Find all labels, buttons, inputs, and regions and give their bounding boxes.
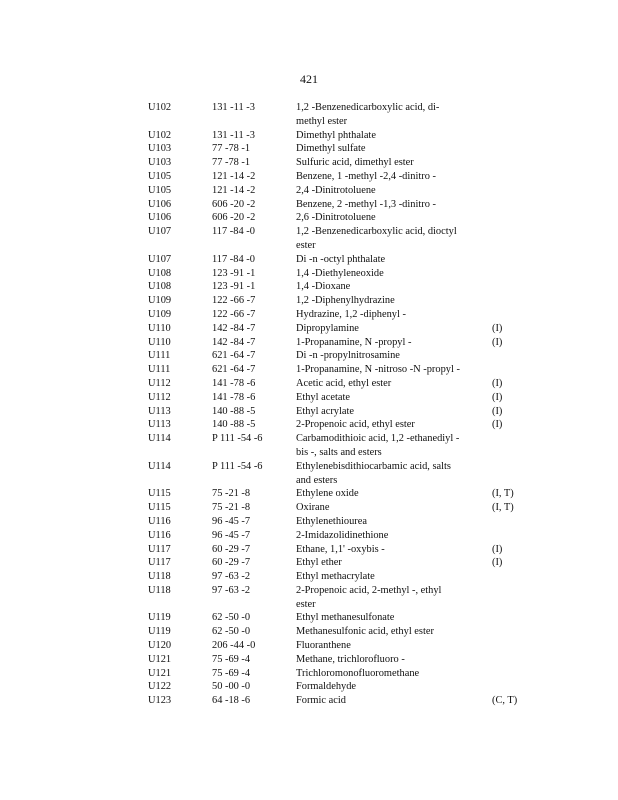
substance-name: Sulfuric acid, dimethyl ester — [296, 157, 414, 169]
table-row — [148, 432, 528, 460]
substance-name: Ethylenebisdithiocarbamic acid, salts and esters — [296, 460, 451, 486]
table-row — [148, 198, 528, 212]
hazard-code: (I) — [492, 377, 503, 389]
hazard-code — [492, 308, 528, 322]
hazard-code — [492, 294, 528, 308]
hazard-code — [492, 198, 528, 212]
table-row — [148, 308, 528, 322]
hazard-code: (I) — [492, 405, 503, 417]
table-row — [148, 543, 528, 557]
hazardous-waste-table — [148, 101, 528, 708]
table-row — [148, 653, 528, 667]
table-row — [148, 418, 528, 432]
table-row — [148, 639, 528, 653]
substance-name: Oxirane — [296, 502, 330, 514]
cas-number: 75 -69 -4 — [212, 667, 251, 679]
hazard-code — [492, 570, 528, 584]
waste-code: U108 — [148, 267, 172, 279]
substance-name: Carbamodithioic acid, 1,2 -ethanediyl - bis -, salts and esters — [296, 433, 460, 458]
hazard-code: (I) — [492, 322, 503, 334]
hazard-code — [492, 639, 528, 653]
substance-name: Ethyl methanesulfonate — [296, 612, 395, 624]
table-row — [148, 225, 528, 253]
waste-code: U109 — [148, 308, 172, 320]
table-row — [148, 377, 528, 391]
cas-number: 96 -45 -7 — [212, 515, 251, 527]
cas-number: 60 -29 -7 — [212, 557, 251, 569]
hazard-code — [492, 170, 528, 184]
waste-code: U110 — [148, 322, 171, 334]
waste-code: U119 — [148, 612, 171, 624]
waste-code: U115 — [148, 488, 171, 500]
table-row — [148, 584, 528, 612]
cas-number: 141 -78 -6 — [212, 391, 256, 403]
table-row — [148, 680, 528, 694]
cas-number: 64 -18 -6 — [212, 695, 251, 707]
waste-code: U112 — [148, 377, 171, 389]
cas-number: 62 -50 -0 — [212, 626, 251, 638]
table-row — [148, 101, 528, 129]
cas-number: 121 -14 -2 — [212, 184, 256, 196]
hazard-code — [492, 280, 528, 294]
table-row — [148, 363, 528, 377]
substance-name: Di -n -octyl phthalate — [296, 253, 386, 265]
hazard-code: (I) — [492, 557, 503, 569]
waste-code: U103 — [148, 143, 172, 155]
hazard-code: (I) — [492, 419, 503, 431]
substance-name: Ethylene oxide — [296, 488, 359, 500]
waste-code: U114 — [148, 460, 171, 472]
table-row — [148, 129, 528, 143]
substance-name: Methanesulfonic acid, ethyl ester — [296, 626, 434, 638]
cas-number: 121 -14 -2 — [212, 170, 256, 182]
cas-number: 62 -50 -0 — [212, 612, 251, 624]
cas-number: 142 -84 -7 — [212, 336, 256, 348]
hazard-code — [492, 515, 528, 529]
waste-code: U107 — [148, 226, 172, 238]
waste-code: U115 — [148, 502, 171, 514]
substance-name: Fluoranthene — [296, 640, 351, 652]
cas-number: 117 -84 -0 — [212, 226, 255, 238]
hazard-code — [492, 667, 528, 681]
hazard-code — [492, 363, 528, 377]
substance-name: Ethyl acrylate — [296, 405, 354, 417]
waste-code: U106 — [148, 212, 172, 224]
table-row — [148, 280, 528, 294]
table-row — [148, 529, 528, 543]
hazard-code — [492, 156, 528, 170]
substance-name: 1,2 -Benzenedicarboxylic acid, di- methyl ester — [296, 102, 440, 127]
hazard-code: (I) — [492, 391, 503, 403]
substance-name: 2-Imidazolidinethione — [296, 529, 389, 541]
waste-code: U117 — [148, 543, 171, 555]
waste-code: U121 — [148, 667, 172, 679]
hazard-code — [492, 129, 528, 143]
substance-name: 1,2 -Diphenylhydrazine — [296, 295, 395, 307]
substance-name: 1,2 -Benzenedicarboxylic acid, dioctyl ester — [296, 226, 457, 251]
hazard-code — [492, 225, 528, 253]
waste-code: U105 — [148, 184, 172, 196]
waste-code: U114 — [148, 433, 171, 445]
waste-code: U116 — [148, 515, 171, 527]
waste-code: U112 — [148, 391, 171, 403]
substance-name: 2-Propenoic acid, 2-methyl -, ethyl ester — [296, 584, 442, 610]
hazard-code — [492, 460, 528, 488]
table-row — [148, 487, 528, 501]
table-row — [148, 556, 528, 570]
hazard-code — [492, 349, 528, 363]
cas-number: 77 -78 -1 — [212, 143, 251, 155]
substance-name: Ethyl acetate — [296, 391, 350, 403]
cas-number: 621 -64 -7 — [212, 364, 256, 376]
substance-name: Formaldehyde — [296, 681, 357, 693]
cas-number: 140 -88 -5 — [212, 419, 256, 431]
cas-number: P 111 -54 -6 — [212, 433, 263, 445]
substance-name: 2,4 -Dinitrotoluene — [296, 184, 376, 196]
substance-name: Trichloromonofluoromethane — [296, 667, 420, 679]
cas-number: 606 -20 -2 — [212, 212, 256, 224]
hazard-code — [492, 625, 528, 639]
waste-code: U105 — [148, 170, 172, 182]
cas-number: 141 -78 -6 — [212, 377, 256, 389]
cas-number: 606 -20 -2 — [212, 198, 256, 210]
waste-code: U103 — [148, 157, 172, 169]
hazard-code: (I) — [492, 336, 503, 348]
waste-code: U111 — [148, 350, 171, 362]
substance-name: 2,6 -Dinitrotoluene — [296, 212, 376, 224]
cas-number: 60 -29 -7 — [212, 543, 251, 555]
cas-number: 131 -11 -3 — [212, 102, 255, 113]
waste-code: U107 — [148, 253, 172, 265]
table-row — [148, 391, 528, 405]
hazard-code: (C, T) — [492, 695, 518, 707]
table-row — [148, 501, 528, 515]
substance-name: 1-Propanamine, N -nitroso -N -propyl - — [296, 364, 460, 376]
hazard-code: (I, T) — [492, 488, 514, 500]
hazard-code — [492, 101, 528, 129]
table-row — [148, 349, 528, 363]
waste-code: U118 — [148, 584, 171, 596]
hazard-code — [492, 211, 528, 225]
page-number: 421 — [300, 72, 318, 86]
cas-number: 122 -66 -7 — [212, 295, 256, 307]
waste-code: U123 — [148, 695, 172, 707]
cas-number: 77 -78 -1 — [212, 157, 251, 169]
cas-number: 117 -84 -0 — [212, 253, 255, 265]
waste-code: U108 — [148, 281, 172, 293]
table-row — [148, 570, 528, 584]
cas-number: 122 -66 -7 — [212, 308, 256, 320]
hazard-code — [492, 184, 528, 198]
waste-code: U113 — [148, 419, 171, 431]
table-row — [148, 253, 528, 267]
substance-name: Ethyl methacrylate — [296, 571, 375, 583]
waste-code: U111 — [148, 364, 171, 376]
waste-code: U106 — [148, 198, 172, 210]
cas-number: 131 -11 -3 — [212, 129, 255, 141]
substance-name: Benzene, 2 -methyl -1,3 -dinitro - — [296, 198, 436, 210]
cas-number: 97 -63 -2 — [212, 584, 251, 596]
waste-code: U121 — [148, 653, 172, 665]
substance-name: Ethyl ether — [296, 557, 342, 569]
waste-code: U110 — [148, 336, 171, 348]
substance-name: Ethylenethiourea — [296, 515, 367, 527]
cas-number: 140 -88 -5 — [212, 405, 256, 417]
cas-number: 142 -84 -7 — [212, 322, 256, 334]
hazard-code — [492, 142, 528, 156]
hazard-code — [492, 267, 528, 281]
waste-code: U102 — [148, 102, 172, 113]
cas-number: 123 -91 -1 — [212, 281, 256, 293]
substance-name: 2-Propenoic acid, ethyl ester — [296, 419, 415, 431]
cas-number: 75 -21 -8 — [212, 488, 251, 500]
substance-name: Di -n -propylnitrosamine — [296, 350, 400, 362]
hazard-code — [492, 529, 528, 543]
waste-code: U120 — [148, 640, 172, 652]
substance-name: 1,4 -Diethyleneoxide — [296, 267, 384, 279]
substance-name: Hydrazine, 1,2 -diphenyl - — [296, 308, 406, 320]
table-row — [148, 142, 528, 156]
cas-number: 123 -91 -1 — [212, 267, 256, 279]
table-row — [148, 611, 528, 625]
table-row — [148, 515, 528, 529]
substance-name: 1,4 -Dioxane — [296, 281, 351, 293]
substance-name: Benzene, 1 -methyl -2,4 -dinitro - — [296, 170, 436, 182]
cas-number: P 111 -54 -6 — [212, 460, 263, 472]
waste-code: U122 — [148, 681, 172, 693]
substance-name: Ethane, 1,1' -oxybis - — [296, 543, 385, 555]
table-row — [148, 294, 528, 308]
table-row — [148, 322, 528, 336]
waste-code: U116 — [148, 529, 171, 541]
waste-code: U102 — [148, 129, 172, 141]
hazard-code — [492, 253, 528, 267]
hazard-code — [492, 584, 528, 612]
waste-code: U118 — [148, 571, 171, 583]
hazard-code: (I) — [492, 543, 503, 555]
table-row — [148, 336, 528, 350]
substance-name: Acetic acid, ethyl ester — [296, 377, 392, 389]
substance-name: Dimethyl phthalate — [296, 129, 376, 141]
hazard-code — [492, 432, 528, 460]
cas-number: 97 -63 -2 — [212, 571, 251, 583]
table-row — [148, 184, 528, 198]
hazard-code — [492, 680, 528, 694]
substance-name: Methane, trichlorofluoro - — [296, 653, 405, 665]
substance-name: 1-Propanamine, N -propyl - — [296, 336, 412, 348]
cas-number: 75 -21 -8 — [212, 502, 251, 514]
hazard-code — [492, 653, 528, 667]
table-row — [148, 405, 528, 419]
hazard-code — [492, 611, 528, 625]
table-row — [148, 211, 528, 225]
cas-number: 50 -00 -0 — [212, 681, 251, 693]
cas-number: 621 -64 -7 — [212, 350, 256, 362]
table-row — [148, 625, 528, 639]
substance-name: Formic acid — [296, 695, 346, 707]
substance-name: Dipropylamine — [296, 322, 359, 334]
cas-number: 96 -45 -7 — [212, 529, 251, 541]
waste-code: U109 — [148, 295, 172, 307]
table-row — [148, 694, 528, 708]
substance-name: Dimethyl sulfate — [296, 143, 366, 155]
waste-code: U117 — [148, 557, 171, 569]
waste-code: U113 — [148, 405, 171, 417]
cas-number: 75 -69 -4 — [212, 653, 251, 665]
waste-code: U119 — [148, 626, 171, 638]
cas-number: 206 -44 -0 — [212, 640, 256, 652]
table-row — [148, 170, 528, 184]
table-row — [148, 156, 528, 170]
table-row — [148, 667, 528, 681]
table-row — [148, 460, 528, 488]
hazard-code: (I, T) — [492, 502, 514, 514]
table-row — [148, 267, 528, 281]
